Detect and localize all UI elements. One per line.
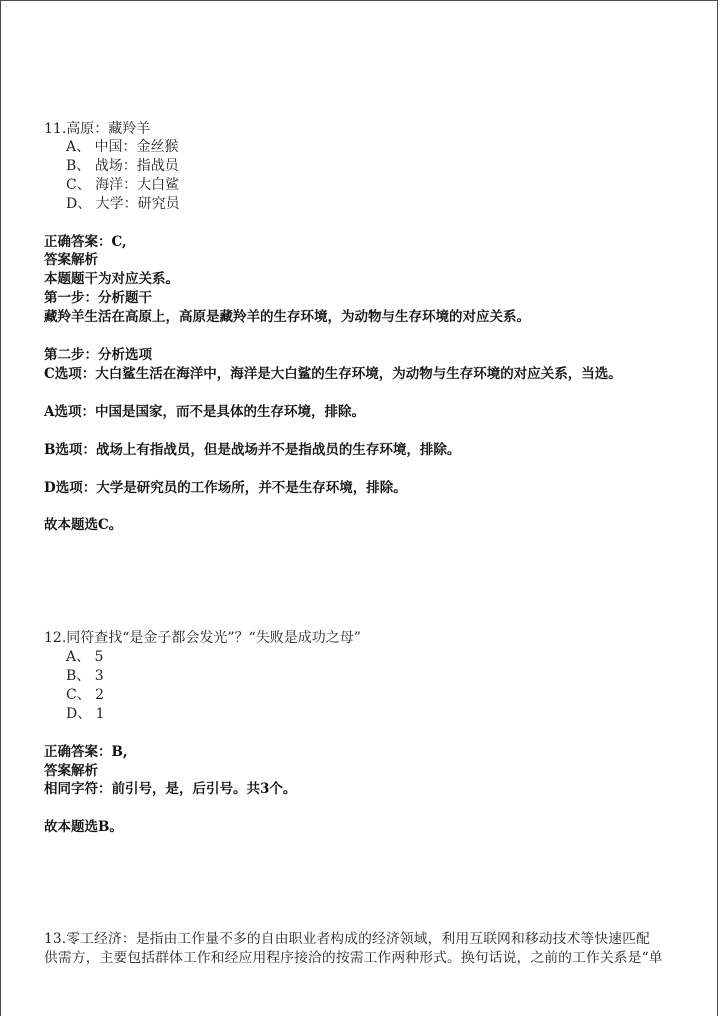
- q11-correct-answer: 正确答案：C,: [44, 234, 127, 250]
- q13-stem-line-1: 13.零工经济：是指由工作量不多的自由职业者构成的经济领域，利用互联网和移动技术等快速匹配: [44, 931, 650, 947]
- q11-analysis-line: 本题题干为对应关系。: [44, 271, 179, 287]
- q11-analysis-line: 藏羚羊生活在高原上，高原是藏羚羊的生存环境，为动物与生存环境的对应关系。: [44, 309, 530, 325]
- q11-stem: 11.高原：藏羚羊: [44, 121, 151, 137]
- q12-stem: 12.同符查找“是金子都会发光”？“失败是成功之母”: [44, 630, 361, 646]
- q12-option-c: C、 2: [66, 687, 105, 703]
- q11-option-d: D、 大学：研究员: [66, 196, 180, 212]
- q12-option-d: D、 1: [66, 706, 105, 722]
- q11-conclusion: 故本题选C。: [44, 517, 123, 533]
- q12-analysis-line: 相同字符：前引号，是，后引号。共3个。: [44, 781, 297, 797]
- q11-option-a: A、 中国：金丝猴: [66, 139, 179, 155]
- q11-analysis-title: 答案解析: [44, 252, 98, 268]
- q11-option-b: B、 战场：指战员: [66, 158, 179, 174]
- q11-analysis-line: D选项：大学是研究员的工作场所，并不是生存环境，排除。: [44, 480, 407, 496]
- q12-correct-answer: 正确答案：B,: [44, 744, 128, 760]
- q11-analysis-line: B选项：战场上有指战员，但是战场并不是指战员的生存环境，排除。: [44, 442, 461, 458]
- q11-analysis-line: 第一步：分析题干: [44, 290, 152, 306]
- q12-conclusion: 故本题选B。: [44, 819, 123, 835]
- q13-stem-line-2: 供需方，主要包括群体工作和经应用程序接洽的按需工作两种形式。换句话说，之前的工作关系是“单: [44, 950, 663, 966]
- q11-analysis-line: A选项：中国是国家，而不是具体的生存环境，排除。: [44, 404, 365, 420]
- q11-option-c: C、 海洋：大白鲨: [66, 177, 180, 193]
- q11-analysis-line: C选项：大白鲨生活在海洋中，海洋是大白鲨的生存环境，为动物与生存环境的对应关系，当选。: [44, 366, 622, 382]
- q12-option-b: B、 3: [66, 668, 104, 684]
- q11-analysis-line: 第二步：分析选项: [44, 347, 152, 363]
- q12-analysis-title: 答案解析: [44, 763, 98, 779]
- q12-option-a: A、 5: [66, 649, 104, 665]
